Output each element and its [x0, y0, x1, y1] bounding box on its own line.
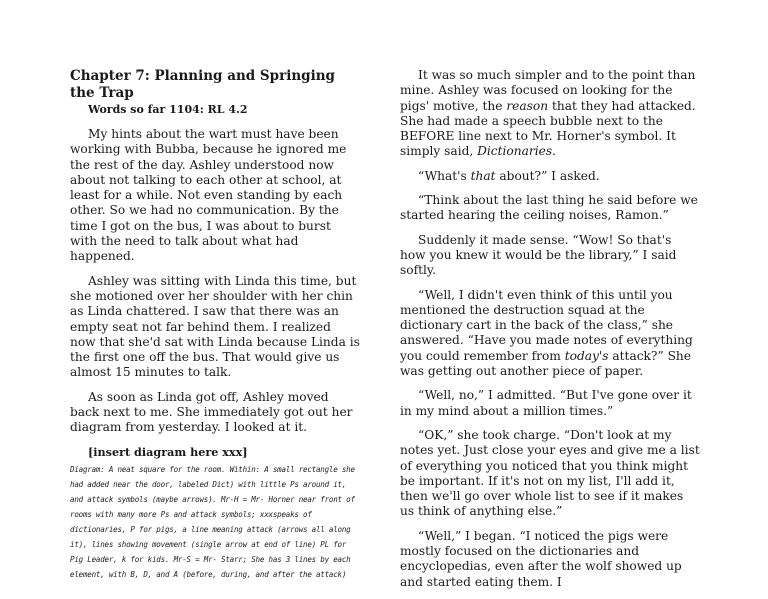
paragraph: Ashley was sitting with Linda this time, but she motioned over her shoulder with her chin as Linda chattered. I saw that there was an empty seat not far behind them. I realized now that she'd sat with Linda because Linda is the first one off the bus. That would give us almost 15 minutes to talk. — [70, 273, 360, 380]
text-run: “What's — [418, 168, 471, 183]
emphasis: that — [470, 168, 496, 183]
emphasis: Dictionaries. — [477, 144, 556, 159]
paragraph: “Think about the last thing he said before we started hearing the ceiling noises, Ramon.” — [400, 193, 698, 223]
paragraph: “OK,” she took charge. “Don't look at my notes yet. Just close your eyes and give me a list of everything you noticed that you think might be important. If it's not on my list, I'll add it, then we'll go over whole list to see if it makes us think of anything else.” — [400, 427, 700, 519]
left-column — [70, 68, 360, 582]
insert-diagram-note: [insert diagram here xxx] — [88, 444, 248, 459]
paragraph — [400, 169, 700, 184]
text-run: It was so much simpler and to the point than mine. Ashley was focused on looking for the pigs' motive, the — [400, 68, 696, 113]
diagram-description: Diagram: A neat square for the room. Within: A small rectangle she had added near the door, labeled Dict) with little Ps around it, and attack symbols (maybe arrows). Mr-H = Mr- Horner near front of rooms with many more Ps and attack symbols; xxxspeaks of dictionaries, P for pigs, a line meaning attack (arrows all along it), lines showing movement (single arrow at end of line) PL for Pig Leader, k for kids. Mr-S = Mr- Starr; She has 3 lines by each element, with B, D, and A (before, during, and after the attack) — [70, 464, 355, 579]
text-run: about?” I asked. — [495, 168, 600, 183]
right-column — [400, 68, 700, 599]
paragraph: “Well, no,” I admitted. “But I've gone over it in my mind about a million times.” — [400, 388, 692, 418]
chapter-title: Chapter 7: Planning and Springing the Trap — [70, 68, 335, 101]
paragraph: As soon as Linda got off, Ashley moved back next to me. She immediately got out her diagram from yesterday. I looked at it. — [70, 389, 353, 435]
paragraph — [400, 68, 700, 160]
emphasis: reason — [506, 98, 549, 113]
paragraph: “Well,” I began. “I noticed the pigs were mostly focused on the dictionaries and encyclopedias, even after the wolf showed up and started eating them. I — [400, 528, 682, 589]
text-run: that they had attacked. She had made a speech bubble next to the BEFORE line next to Mr. Horner's symbol. It simply said, — [400, 98, 696, 159]
paragraph: Suddenly it made sense. “Wow! So that's how you knew it would be the library,” I said softly. — [400, 232, 677, 278]
paragraph: My hints about the wart must have been working with Bubba, because he ignored me the rest of the day. Ashley understood now about not talking to each other at school, at least for a while. Not even standing by each other. So we had no communication. By the time I got on the bus, I was about to burst with the need to talk about what had happened. — [70, 127, 347, 264]
text-run: attack?” She was getting out another piece of paper. — [400, 348, 691, 379]
word-count-subhead: Words so far 1104: RL 4.2 — [88, 103, 248, 116]
paragraph — [400, 288, 700, 380]
text-run: “Well, I didn't even think of this until you mentioned the destruction squad at the dictionary cart in the back of the class,” she answered. “Have you made notes of everything you could remember from — [400, 287, 693, 363]
emphasis: today's — [564, 348, 609, 363]
